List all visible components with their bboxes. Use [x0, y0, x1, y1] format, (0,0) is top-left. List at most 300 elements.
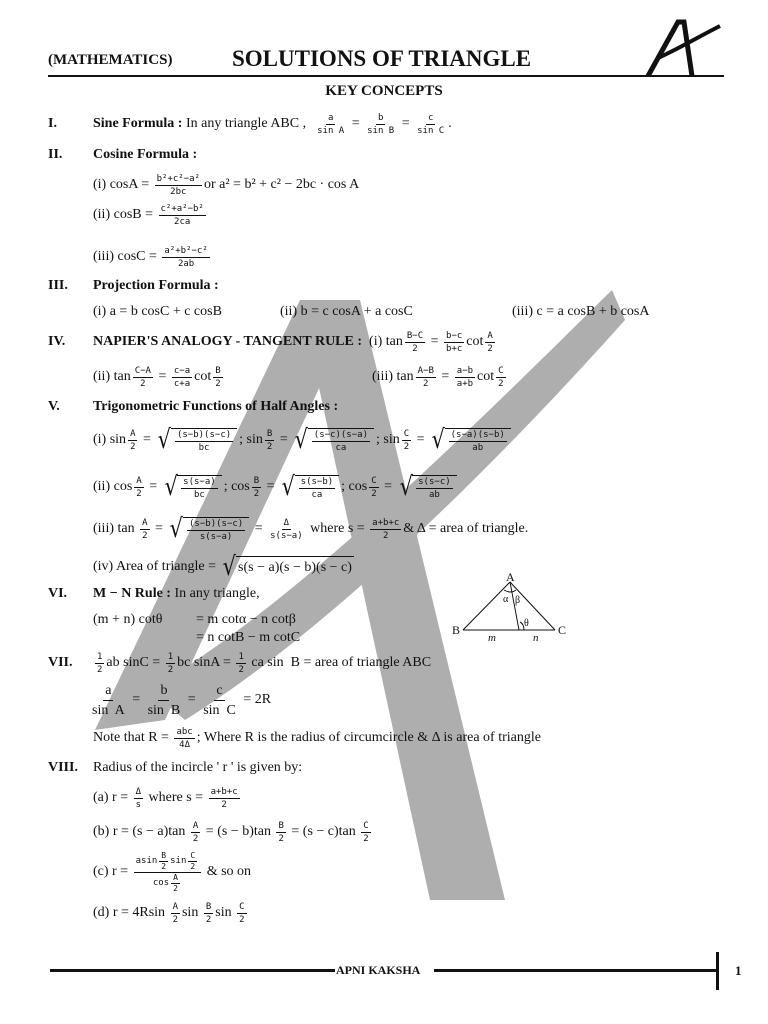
- fraction-numerator: [265, 429, 274, 441]
- segment-m-label: m: [488, 632, 496, 644]
- math-text: B−C: [406, 330, 424, 341]
- section-number: V.: [48, 399, 60, 414]
- math-text: 2: [239, 914, 245, 925]
- fraction-numerator: [172, 366, 192, 378]
- math-text: 2: [190, 861, 196, 871]
- math-text: a²+b²−c²: [164, 245, 208, 256]
- math-text: 2: [383, 530, 389, 541]
- radical-sign-icon: √: [158, 425, 172, 455]
- math-text: In any triangle ABC ,: [182, 116, 314, 131]
- math-text: 2: [266, 441, 273, 452]
- fraction-numerator: [416, 366, 436, 378]
- math-text: 2bc: [170, 186, 187, 197]
- fraction: [146, 682, 183, 719]
- cosine-formula-heading: [93, 145, 197, 165]
- math-text: 2: [172, 914, 178, 925]
- fraction: [276, 821, 285, 844]
- math-text: =: [145, 479, 161, 494]
- napier-analogy-iii: [372, 367, 508, 387]
- math-text: B: [215, 365, 221, 376]
- footer-rule-left: [50, 969, 335, 972]
- projection-formula-i: [93, 302, 222, 322]
- math-text: B: [161, 850, 167, 860]
- math-text: & Δ = area of triangle.: [403, 521, 529, 536]
- fraction-numerator: [449, 430, 507, 442]
- fraction-numerator: [159, 204, 206, 216]
- math-text: where s =: [306, 521, 369, 536]
- math-text: (i) sin: [93, 432, 127, 447]
- section-number: I.: [48, 116, 57, 131]
- math-text: b²+c²−a²: [156, 173, 200, 184]
- math-text: A: [192, 820, 199, 831]
- math-text: 2: [412, 343, 418, 354]
- math-text: s(s−c): [418, 476, 451, 487]
- fraction: [174, 727, 194, 750]
- fraction-denominator: [236, 664, 245, 675]
- section-number: VII.: [48, 655, 73, 670]
- fraction: [187, 519, 245, 542]
- fraction: [485, 331, 494, 354]
- math-text: s(s − a)(s − b)(s − c): [238, 560, 352, 575]
- math-text: .: [448, 116, 452, 131]
- fraction-denominator: [134, 799, 143, 810]
- math-text: ca sin B = area of triangle ABC: [247, 655, 432, 670]
- math-text: 1: [238, 651, 244, 662]
- fraction-numerator: [128, 429, 137, 441]
- math-text: s(s−b): [300, 476, 334, 487]
- fraction: [365, 113, 396, 136]
- fraction: [237, 902, 246, 925]
- math-text: B: [278, 820, 284, 831]
- bold-label: Sine Formula :: [93, 116, 183, 131]
- fraction-numerator: [369, 476, 378, 488]
- napier-analogy-i: [93, 332, 497, 352]
- fraction-numerator: [299, 477, 336, 489]
- fraction: [191, 821, 200, 844]
- fraction: [171, 874, 180, 893]
- math-text: cos: [152, 878, 170, 888]
- fraction-denominator: [204, 914, 213, 925]
- math-text: b+c: [446, 343, 463, 354]
- footer-rule-right: [434, 969, 718, 972]
- math-text: s(s−a): [183, 476, 216, 487]
- fraction: [140, 518, 149, 541]
- math-text: 2: [192, 833, 199, 844]
- square-root: [430, 427, 511, 453]
- math-text: c+a: [173, 378, 191, 389]
- fraction-denominator: [198, 531, 235, 542]
- math-text: sin: [181, 905, 202, 920]
- fraction-denominator: [188, 862, 197, 871]
- fraction-numerator: [95, 652, 104, 664]
- fraction-denominator: [172, 378, 192, 389]
- alpha-label: α: [503, 594, 509, 605]
- math-text: (s−a)(s−b): [450, 429, 505, 440]
- math-text: 2ab: [177, 258, 195, 269]
- inradius-a: [93, 788, 242, 808]
- math-text: or a² = b² + c² − 2bc · cos A: [203, 177, 360, 192]
- fraction-numerator: [405, 331, 425, 343]
- math-text: bc: [194, 489, 205, 500]
- fraction-denominator: [177, 739, 192, 750]
- fraction: [134, 852, 202, 893]
- fraction: [209, 787, 240, 810]
- math-text: (ii) b = c cosA + a cosC: [280, 304, 413, 319]
- radicand: [412, 475, 457, 500]
- math-text: ; Where R is the radius of circumcircle & Δ is area of triangle: [196, 730, 541, 745]
- fraction-numerator: [252, 476, 261, 488]
- math-text: ca: [311, 489, 323, 500]
- fraction-denominator: [427, 489, 442, 500]
- fraction-denominator: [171, 884, 180, 893]
- math-text: C: [363, 820, 369, 831]
- fraction-numerator: [496, 366, 505, 378]
- math-text: =: [427, 334, 443, 349]
- fraction-numerator: [188, 852, 197, 862]
- math-text: (iii) tan: [372, 369, 414, 384]
- projection-formula-heading: [93, 276, 219, 296]
- circumradius-formula: [88, 682, 272, 718]
- fraction: [444, 331, 464, 354]
- math-text: (m + n) cotθ: [93, 612, 163, 627]
- fraction-denominator: [138, 378, 147, 389]
- math-text: C: [190, 850, 196, 860]
- vertex-c-label: C: [558, 623, 567, 637]
- half-angles-heading: [93, 397, 338, 417]
- mn-rule-rhs-1: [196, 610, 296, 630]
- fraction-denominator: [361, 833, 370, 844]
- math-text: 2: [161, 861, 167, 871]
- math-text: 2: [371, 488, 377, 499]
- theta-label: θ: [524, 618, 529, 629]
- fraction: [361, 821, 370, 844]
- math-text: ; cos: [341, 479, 368, 494]
- fraction-denominator: [369, 488, 378, 499]
- square-root: [221, 554, 353, 580]
- math-text: 2: [205, 914, 212, 925]
- math-text: sin C: [417, 125, 445, 136]
- brand-logo-icon: [640, 18, 725, 80]
- math-text: ab: [428, 489, 440, 500]
- math-text: (iii) tan: [93, 521, 139, 536]
- fraction: [201, 682, 238, 719]
- math-text: sin B: [147, 702, 181, 718]
- fraction-numerator: [214, 682, 224, 701]
- fraction-denominator: [252, 488, 261, 499]
- math-text: =: [437, 369, 453, 384]
- fraction: [299, 477, 336, 500]
- math-text: =: [154, 369, 170, 384]
- fraction-denominator: [485, 343, 494, 354]
- fraction: [416, 477, 453, 500]
- math-text: b: [160, 682, 168, 698]
- fraction: [175, 430, 233, 453]
- math-text: ; sin: [239, 432, 263, 447]
- radical-sign-icon: √: [431, 425, 445, 455]
- fraction-denominator: [151, 873, 184, 893]
- math-text: & so on: [203, 864, 252, 879]
- section-number: II.: [48, 147, 63, 162]
- math-text: A: [173, 872, 178, 882]
- radicand: [177, 475, 222, 500]
- bold-label: M − N Rule :: [93, 586, 171, 601]
- math-text: B: [266, 428, 273, 439]
- math-text: =: [139, 432, 155, 447]
- math-text: C: [498, 365, 504, 376]
- math-text: =: [251, 521, 267, 536]
- fraction-denominator: [146, 701, 183, 719]
- vertex-a-label: A: [506, 570, 515, 584]
- math-text: cot: [466, 334, 484, 349]
- math-text: (s−b)(s−c): [189, 518, 244, 529]
- fraction-numerator: [181, 477, 218, 489]
- fraction-numerator: [237, 902, 246, 914]
- math-text: s(s−a): [199, 531, 233, 542]
- math-text: (b) r = (s − a)tan: [93, 824, 189, 839]
- fraction-denominator: [168, 186, 188, 197]
- math-text: 2: [167, 664, 174, 675]
- math-text: (iii) c = a cosB + b cosA: [512, 304, 650, 319]
- math-text: bc: [198, 442, 210, 453]
- math-text: ; cos: [223, 479, 250, 494]
- section-number: III.: [48, 278, 68, 293]
- math-text: A: [487, 330, 493, 341]
- math-text: B: [205, 901, 212, 912]
- math-text: a: [327, 112, 334, 123]
- fraction-numerator: [171, 902, 180, 914]
- mn-rule-lhs: [93, 610, 162, 630]
- math-text: 2: [97, 664, 103, 675]
- napier-analogy-ii: [93, 367, 225, 387]
- beta-label: β: [515, 595, 521, 606]
- page-title: SOLUTIONS OF TRIANGLE: [232, 46, 532, 71]
- fraction-numerator: [187, 519, 245, 531]
- math-text: s(s−a): [270, 530, 303, 541]
- math-text: where s =: [145, 790, 207, 805]
- math-text: 2: [173, 883, 178, 893]
- fraction-denominator: [315, 125, 346, 136]
- inradius-heading: [93, 758, 302, 778]
- fraction: [449, 430, 507, 453]
- fraction-denominator: [159, 862, 168, 871]
- math-text: B: [253, 475, 260, 486]
- fraction: [204, 902, 213, 925]
- fraction: [315, 113, 346, 136]
- fraction: [455, 366, 475, 389]
- math-text: (iii) cosC =: [93, 249, 161, 264]
- fraction: [155, 174, 202, 197]
- section-number: VIII.: [48, 760, 78, 775]
- fraction-denominator: [219, 799, 228, 810]
- fraction-numerator: [158, 682, 169, 701]
- radicand: [445, 428, 511, 453]
- math-text: (ii) tan: [93, 369, 131, 384]
- fraction: [312, 430, 370, 453]
- math-text: (iv) Area of triangle =: [93, 559, 220, 574]
- math-text: Note that R =: [93, 730, 173, 745]
- fraction: [402, 429, 411, 452]
- math-text: sin B: [367, 125, 395, 136]
- math-text: (i) cosA =: [93, 177, 153, 192]
- math-text: =: [128, 692, 144, 707]
- math-text: c: [427, 112, 434, 123]
- subject-label: (MATHEMATICS): [48, 52, 173, 68]
- inradius-c: [93, 850, 252, 893]
- fraction: [405, 331, 425, 354]
- fraction-numerator: [162, 246, 209, 258]
- fraction: [133, 366, 153, 389]
- fraction: [172, 366, 192, 389]
- math-text: a+b: [456, 378, 474, 389]
- math-text: In any triangle,: [170, 586, 260, 601]
- mn-rule-triangle-diagram: [440, 570, 580, 650]
- fraction-denominator: [381, 530, 390, 541]
- math-text: A−B: [417, 365, 434, 376]
- math-text: C−A: [134, 365, 151, 376]
- bold-label: NAPIER'S ANALOGY - TANGENT RULE :: [93, 334, 363, 349]
- fraction-denominator: [172, 216, 192, 227]
- math-text: Δ: [135, 786, 142, 797]
- fraction-numerator: [209, 787, 240, 799]
- fraction: [95, 652, 104, 675]
- footer-brand: APNI KAKSHA: [336, 963, 421, 977]
- radical-sign-icon: √: [170, 514, 184, 544]
- math-text: A: [172, 901, 178, 912]
- radicand: [308, 428, 374, 453]
- math-text: 2: [221, 799, 227, 810]
- fraction-denominator: [415, 125, 446, 136]
- math-text: 2: [130, 441, 136, 452]
- cosine-formula-iii: [93, 247, 212, 267]
- fraction-numerator: [236, 652, 245, 664]
- segment-n-label: n: [533, 632, 539, 644]
- fraction: [416, 366, 436, 389]
- math-text: A: [136, 475, 142, 486]
- math-text: 2: [487, 343, 493, 354]
- fraction-denominator: [333, 442, 348, 453]
- square-root: [398, 474, 457, 500]
- cosine-formula-ii: [93, 205, 208, 225]
- math-text: (a) r =: [93, 790, 132, 805]
- fraction: [369, 476, 378, 499]
- fraction-denominator: [90, 701, 127, 719]
- math-text: 2ca: [174, 216, 191, 227]
- radicand: [171, 428, 237, 453]
- fraction-numerator: [455, 366, 475, 378]
- fraction: [252, 476, 261, 499]
- math-text: 2: [215, 378, 221, 389]
- math-text: 2: [403, 441, 410, 452]
- math-text: 2: [363, 833, 369, 844]
- math-text: c²+a²−b²: [160, 203, 204, 214]
- math-text: a+b+c: [210, 786, 238, 797]
- fraction: [236, 652, 245, 675]
- fraction-numerator: [276, 821, 285, 833]
- radical-sign-icon: √: [294, 425, 309, 455]
- vertex-b-label: B: [452, 623, 461, 637]
- math-text: C: [371, 475, 377, 486]
- fraction-numerator: [155, 174, 202, 186]
- section-number: IV.: [48, 334, 66, 349]
- sine-formula: [93, 114, 452, 134]
- fraction-numerator: [426, 113, 435, 125]
- square-root: [163, 474, 222, 500]
- header-rule: [48, 75, 724, 77]
- math-text: = n cotB − m cotC: [196, 630, 301, 645]
- math-text: c: [216, 682, 223, 698]
- math-text: c−a: [173, 365, 191, 376]
- math-text: s: [135, 799, 142, 810]
- fraction-denominator: [191, 833, 200, 844]
- fraction: [213, 366, 222, 389]
- fraction: [90, 682, 127, 719]
- math-text: ca: [335, 442, 347, 453]
- fraction: [166, 652, 175, 675]
- math-text: asin: [135, 856, 158, 866]
- fraction-numerator: [134, 476, 143, 488]
- fraction-numerator: [133, 366, 153, 378]
- math-text: (c) r =: [93, 864, 132, 879]
- math-text: =: [263, 479, 279, 494]
- math-text: sin A: [317, 125, 345, 136]
- math-text: 2: [238, 664, 244, 675]
- math-text: A: [142, 517, 148, 528]
- math-text: ; sin: [375, 432, 400, 447]
- math-text: ab sinC =: [106, 655, 164, 670]
- fraction: [159, 204, 206, 227]
- fraction-denominator: [201, 701, 238, 719]
- fraction-denominator: [309, 489, 324, 500]
- fraction-numerator: [171, 874, 180, 884]
- fraction: [128, 429, 137, 452]
- half-angle-cos: [93, 472, 459, 502]
- fraction-numerator: [159, 852, 168, 862]
- math-text: (ii) cos: [93, 479, 133, 494]
- math-text: a: [105, 682, 112, 698]
- math-text: a−b: [456, 365, 474, 376]
- bold-label: Projection Formula :: [93, 278, 219, 293]
- fraction: [134, 787, 143, 810]
- page-number: 1: [735, 963, 742, 978]
- fraction-denominator: [421, 378, 430, 389]
- math-text: 2: [498, 378, 504, 389]
- math-text: 2: [142, 530, 148, 541]
- fraction-numerator: [191, 821, 200, 833]
- fraction-numerator: [174, 727, 194, 739]
- fraction-denominator: [140, 530, 149, 541]
- radical-sign-icon: √: [281, 472, 295, 502]
- math-text: abc: [176, 726, 193, 737]
- square-root: [168, 516, 249, 542]
- fraction-numerator: [444, 331, 464, 343]
- math-text: (ii) cosB =: [93, 207, 157, 222]
- math-text: Δ: [283, 517, 290, 528]
- fraction-denominator: [455, 378, 475, 389]
- math-text: =: [151, 521, 167, 536]
- math-text: 2: [278, 833, 284, 844]
- section-heading: KEY CONCEPTS: [325, 83, 443, 99]
- fraction-denominator: [197, 442, 212, 453]
- math-text: C: [239, 901, 245, 912]
- projection-formula-ii: [280, 302, 413, 322]
- radical-sign-icon: √: [164, 472, 178, 502]
- math-text: 4Δ: [179, 739, 190, 750]
- fraction-numerator: [140, 518, 149, 530]
- fraction: [370, 518, 401, 541]
- math-text: (s−b)(s−c): [176, 429, 232, 440]
- inradius-d: [93, 903, 249, 923]
- math-text: sin C: [203, 702, 236, 718]
